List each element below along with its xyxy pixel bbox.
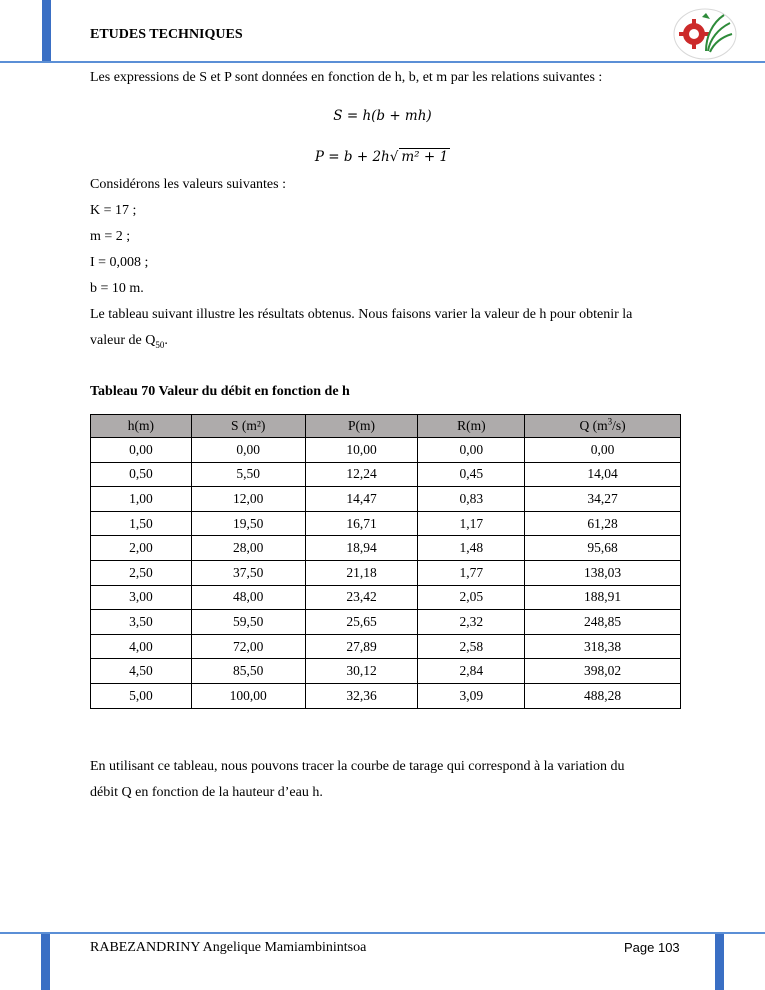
- col-header-p: P(m): [305, 415, 418, 438]
- description-line-2: [90, 328, 685, 354]
- description-line-1: Le tableau suivant illustre les résultats obtenus. Nous faisons varier la valeur de h pour obtenir la: [90, 307, 633, 322]
- footer-left-bar: [41, 932, 50, 990]
- col-header-q: [525, 415, 681, 438]
- table-row: [91, 511, 681, 536]
- value-i: I = 0,008 ;: [90, 255, 149, 270]
- cell-h: 1,50: [91, 511, 192, 536]
- cell-q: 488,28: [525, 683, 681, 708]
- table-row: [91, 462, 681, 487]
- intro-paragraph: Les expressions de S et P sont données en fonction de h, b, et m par les relations suivantes :: [90, 70, 603, 85]
- table-row: [91, 610, 681, 635]
- table-row: [91, 659, 681, 684]
- cell-s: 28,00: [191, 536, 305, 561]
- cell-r: 2,84: [418, 659, 525, 684]
- cell-q: 138,03: [525, 560, 681, 585]
- header-left-bar: [42, 0, 51, 62]
- cell-h: 0,50: [91, 462, 192, 487]
- formula-s-lhs: S: [333, 108, 343, 124]
- cell-q: 95,68: [525, 536, 681, 561]
- cell-s: 37,50: [191, 560, 305, 585]
- conclusion-line-1: En utilisant ce tableau, nous pouvons tracer la courbe de tarage qui correspond à la variation du: [90, 759, 625, 774]
- cell-q: 14,04: [525, 462, 681, 487]
- cell-p: 32,36: [305, 683, 418, 708]
- formula-p-root: m² + 1: [401, 149, 449, 165]
- table-header-row: [91, 415, 681, 438]
- cell-q: 0,00: [525, 438, 681, 463]
- cell-p: 23,42: [305, 585, 418, 610]
- formula-p-rhs: b + 2h: [343, 149, 390, 165]
- page-number: Page 103: [624, 940, 680, 955]
- discharge-table: [90, 414, 681, 709]
- footer-rule: [0, 932, 765, 934]
- col-header-h: h(m): [91, 415, 192, 438]
- cell-s: 5,50: [191, 462, 305, 487]
- cell-r: 1,77: [418, 560, 525, 585]
- cell-q: 61,28: [525, 511, 681, 536]
- formula-s: [0, 108, 765, 124]
- formula-p: [0, 148, 765, 165]
- cell-h: 5,00: [91, 683, 192, 708]
- col-header-r: R(m): [418, 415, 525, 438]
- cell-p: 30,12: [305, 659, 418, 684]
- col-header-q-text: Q (m: [579, 418, 608, 433]
- cell-p: 18,94: [305, 536, 418, 561]
- school-logo-icon: [672, 7, 738, 61]
- description-text: valeur de Q: [90, 333, 156, 348]
- cell-r: 2,32: [418, 610, 525, 635]
- cell-s: 19,50: [191, 511, 305, 536]
- cell-p: 21,18: [305, 560, 418, 585]
- formula-s-rhs: h(b + mh): [362, 108, 432, 124]
- cell-s: 100,00: [191, 683, 305, 708]
- cell-r: 3,09: [418, 683, 525, 708]
- cell-q: 188,91: [525, 585, 681, 610]
- cell-r: 2,05: [418, 585, 525, 610]
- cell-p: 16,71: [305, 511, 418, 536]
- table-row: [91, 585, 681, 610]
- cell-s: 12,00: [191, 487, 305, 512]
- value-k: K = 17 ;: [90, 203, 137, 218]
- cell-r: 2,58: [418, 634, 525, 659]
- footer-right-bar: [715, 932, 724, 990]
- cell-r: 0,00: [418, 438, 525, 463]
- cell-h: 3,50: [91, 610, 192, 635]
- formula-s-eq: =: [342, 108, 363, 124]
- table-row: [91, 487, 681, 512]
- formula-p-lhs: P: [314, 149, 325, 165]
- value-b: b = 10 m.: [90, 281, 144, 296]
- col-header-s: S (m²): [191, 415, 305, 438]
- cell-s: 72,00: [191, 634, 305, 659]
- cell-h: 2,00: [91, 536, 192, 561]
- cell-p: 10,00: [305, 438, 418, 463]
- table-row: [91, 634, 681, 659]
- description-end: .: [164, 333, 168, 348]
- cell-q: 398,02: [525, 659, 681, 684]
- col-header-q-sup: 3: [607, 416, 613, 427]
- cell-s: 48,00: [191, 585, 305, 610]
- cell-q: 318,38: [525, 634, 681, 659]
- cell-h: 2,50: [91, 560, 192, 585]
- formula-p-eq: =: [324, 149, 344, 165]
- cell-p: 12,24: [305, 462, 418, 487]
- table-row: [91, 438, 681, 463]
- cell-s: 0,00: [191, 438, 305, 463]
- cell-h: 3,00: [91, 585, 192, 610]
- table-row: [91, 683, 681, 708]
- cell-p: 27,89: [305, 634, 418, 659]
- cell-p: 14,47: [305, 487, 418, 512]
- conclusion-line-2: débit Q en fonction de la hauteur d’eau h.: [90, 785, 323, 800]
- cell-r: 0,83: [418, 487, 525, 512]
- cell-h: 4,00: [91, 634, 192, 659]
- cell-q: 34,27: [525, 487, 681, 512]
- cell-r: 1,48: [418, 536, 525, 561]
- header-rule: [0, 61, 765, 63]
- cell-h: 4,50: [91, 659, 192, 684]
- cell-h: 1,00: [91, 487, 192, 512]
- cell-p: 25,65: [305, 610, 418, 635]
- cell-r: 0,45: [418, 462, 525, 487]
- q50-subscript: 50: [155, 339, 165, 350]
- cell-s: 59,50: [191, 610, 305, 635]
- value-m: m = 2 ;: [90, 229, 131, 244]
- header-title: ETUDES TECHNIQUES: [90, 27, 243, 42]
- sqrt-sign: √: [389, 149, 399, 165]
- considerons-line: Considérons les valeurs suivantes :: [90, 177, 286, 192]
- table-row: [91, 560, 681, 585]
- col-header-q-unit: /s): [612, 418, 626, 433]
- cell-r: 1,17: [418, 511, 525, 536]
- cell-h: 0,00: [91, 438, 192, 463]
- table-row: [91, 536, 681, 561]
- cell-q: 248,85: [525, 610, 681, 635]
- table-caption: Tableau 70 Valeur du débit en fonction de h: [90, 384, 350, 399]
- footer-author: RABEZANDRINY Angelique Mamiambinintsoa: [90, 940, 367, 955]
- cell-s: 85,50: [191, 659, 305, 684]
